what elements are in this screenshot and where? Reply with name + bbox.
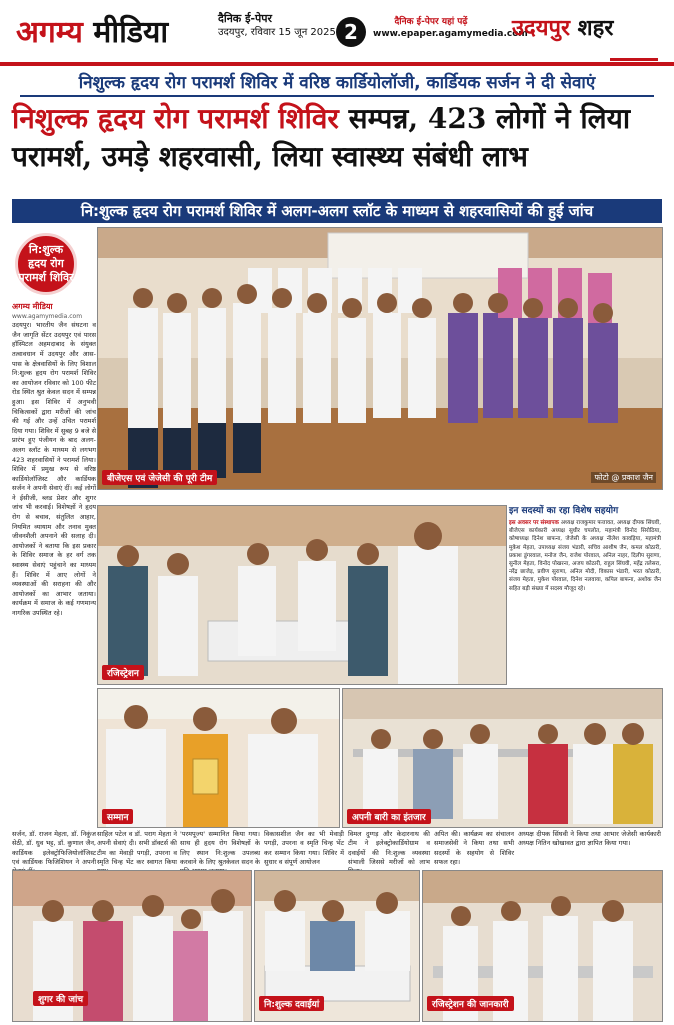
registration-info-caption: रजिस्ट्रेशन की जानकारी [427,996,514,1011]
text-column-7: अध्यक्ष दीपक सिंघवी ने किया तथा आभार जेजेसी कार्यकारी अध्यक्ष नितिन खोखावत द्वारा ज्ञापित किया गया। [518,830,661,848]
group-photo-caption: बीजेएस एवं जेजेसी की पूरी टीम [102,470,217,485]
waiting-photo[interactable] [342,688,663,828]
registration-photo[interactable] [97,505,507,685]
pen-decoration-icon [610,58,658,61]
waiting-photo-image [343,689,662,827]
subheadline-bar: नि:शुल्क हृदय रोग परामर्श शिविर में अलग-अलग स्लॉट के माध्यम से शहरवासियों की हुई जांच [12,199,662,223]
edition-info [218,12,336,40]
epaper-prompt: दैनिक ई-पेपर यहां पढ़ें [394,17,468,27]
text-column-4: विकासशील जैन का भी मेवाड़ी पगड़ी, उपरना व स्मृति चिन्ह भेंट कर सम्मान किया गया। शिविर में सुधार व संपूर्ण आयोजन [264,830,344,866]
event-badge-seal: नि:शुल्क हृदय रोग परामर्श शिविर [15,233,77,295]
kicker-headline: निशुल्क हृदय रोग परामर्श शिविर में वरिष्ठ कार्डियोलॉजी, कार्डियक सर्जन ने दी सेवाएं [20,71,654,97]
medicine-caption: नि:शुल्क दवाईयां [259,996,324,1011]
registration-photo-caption: रजिस्ट्रेशन [102,665,144,680]
medicine-photo[interactable] [254,870,420,1022]
main-headline: निशुल्क हृदय रोग परामर्श शिविर सम्पन्न, 423 लोगों ने लिया परामर्श, उमड़े शहरवासी, लिया स्वास्थ्य संबंधी लाभ [12,102,631,173]
page-number: 2 [336,17,366,47]
section-title: उदयपुर शहर [512,15,614,41]
registration-photo-image [98,506,506,684]
group-photo-image [98,228,662,489]
byline-url: www.agamymedia.com [12,312,83,320]
honor-photo-image [98,689,339,827]
edition-date: उदयपुर, रविवार 15 जून 2025 [218,27,336,38]
text-column-5: विमल दुग्गड़ और केदारनाथ की टीम ने इलेक्ट्रोकार्डियोग्राम व दवाईयों की नि:शुल्क व्यवस्था संभाली जिससे मरीजों को लाभ [348,830,430,866]
text-column-1: सर्जन, डॉ. राजन मेहता, डॉ. निकुंज सेठी, डॉ. धुव भट्ट, डॉ. कुणाल जैन, कार्डियक इलेक्ट्रोफिजियोलॉजिस्ट एवं कार्डियक फिजिशियन ने अपनी [12,830,96,866]
newspaper-logo[interactable]: अगम्य मीडिया [16,15,169,50]
text-column-2: साहिल पटेल व डॉ. पराग मेहता ने अपनी सेवाएं दी। सभी डॉक्टर्स की टीम का मेवाड़ी पगड़ी, उपरना व स्मृति चिन्ह भेंट कर स्वागत किया [97,830,177,866]
support-box-text: इस अवसर पर संस्थापक अध्यक्ष राजकुमार फत्तावत, अध्यक्ष दीपक सिंघवी, बीजेएस कार्यकारी अध्यक्ष सुधीर चपलोत, महामंत्री विनोद सिरोठिया, कोषाध्यक्ष दिनेश बाफना, जेजेसी के अध्यक्ष नीलेश कावड़िया, महामंत्री मुकेश मेहता, उपाध्यक्ष संजय भंडारी, सचिव आशीष जैन, कमल कोठारी, प्रकाश डूंगरवाल, मनोज जैन, राजेश पोरवाल, अनिल नाहर, दिलीप सुराणा, सुनील मेहता, विनोद पोखरना, अजय कोठारी, राहुल सिंघवी, महेंद्र तलेसरा, नरेंद्र छाजेड़, प्रवीण सुराणा, अनिल मोदी, विकास भंडारी, भरत कोठारी, संजय मेहता, मुकेश पोरवाल, दिनेश नलवाया, कपिल बाफना, अशोक जैन सहित बड़ी संख्या में सदस्य मौजूद रहे। [509,520,662,592]
support-members-box [509,505,661,683]
epaper-url-link[interactable]: www.epaper.agamymedia.com [373,29,528,39]
text-column-3: 'परमपूज्य' सम्मानित किया गया। साथ ही हृदय रोग विशेषज्ञों के लिए स्थान नि:शुल्क उपलब्ध करवाने के लिए श्रुतकेवल सदन के [180,830,260,866]
photo-credit: फोटो @ प्रकाश जैन [591,472,656,483]
article-body-column [12,302,96,864]
waiting-photo-caption: अपनी बारी का इंतजार [347,809,431,824]
sugar-test-photo[interactable] [12,870,252,1022]
honor-photo-caption: सम्मान [102,809,133,824]
text-column-6: अपित की। कार्यक्रम का संचालन समाजसेवी ने किया तथा सभी सदस्यों के सहयोग से शिविर सफल रहा। [434,830,514,866]
article-body-text: उदयपुर। भारतीय जैन संघटना व जैन जागृति सेंटर उदयपुर एवं पारस हॉस्पिटल अहमदाबाद के संयुक्त तत्वावधान में उदयपुर और आस-पास के क्षेत्रवासियों के लिए विशाल नि:शुल्क हृदय रोग परामर्श शिविर का आयोजन रविवार को 100 फीट रोड स्थित श्रुत केवल सदन में सम्पन्न हुआ। इस शिविर में अनुभवी चिकित्सकों द्वारा मरीजों की जांच की गई और उन्हें उचित परामर्श दिया गया। शिविर में सुबह 9 बजे से प्रारंभ हुए पंजीयन के बाद अलग-अलग स्लॉट के माध्यम से लगभग 423 शहरवासियों ने परामर्श लिया। शिविर में प्रमुख रूप से वरिष्ठ कार्डियोलॉजिस्ट और कार्डियक सर्जन ने अपनी सेवाएं दीं। कई लोगों ने ईसीजी, ब्लड प्रेशर और शुगर जांच भी करवाई। विशेषज्ञों ने हृदय रोग से बचाव, संतुलित आहार, नियमित व्यायाम और तनाव मुक्त जीवनशैली अपनाने की सलाह दी। आयोजकों ने बताया कि इस प्रकार के शिविर समाज के हर वर्ग तक स्वास्थ्य सेवाएं पहुंचाने का माध्यम हैं। शिविर में आए लोगों ने व्यवस्थाओं की सराहना की और आयोजकों का आभार जताया। कार्यक्रम में समाज के कई गणमान्य नागरिक उपस्थित रहे। [12,321,96,617]
group-photo[interactable] [97,227,663,490]
masthead-divider [0,62,674,66]
edition-title: दैनिक ई-पेपर [218,12,273,25]
byline-brand: अगम्य मीडिया [12,302,53,311]
honor-photo[interactable] [97,688,340,828]
support-box-title: इन सदस्यों का रहा विशेष सहयोग [509,506,619,516]
sugar-test-caption: शुगर की जांच [33,991,88,1006]
epaper-promo[interactable] [373,14,528,39]
registration-info-photo[interactable] [422,870,663,1022]
